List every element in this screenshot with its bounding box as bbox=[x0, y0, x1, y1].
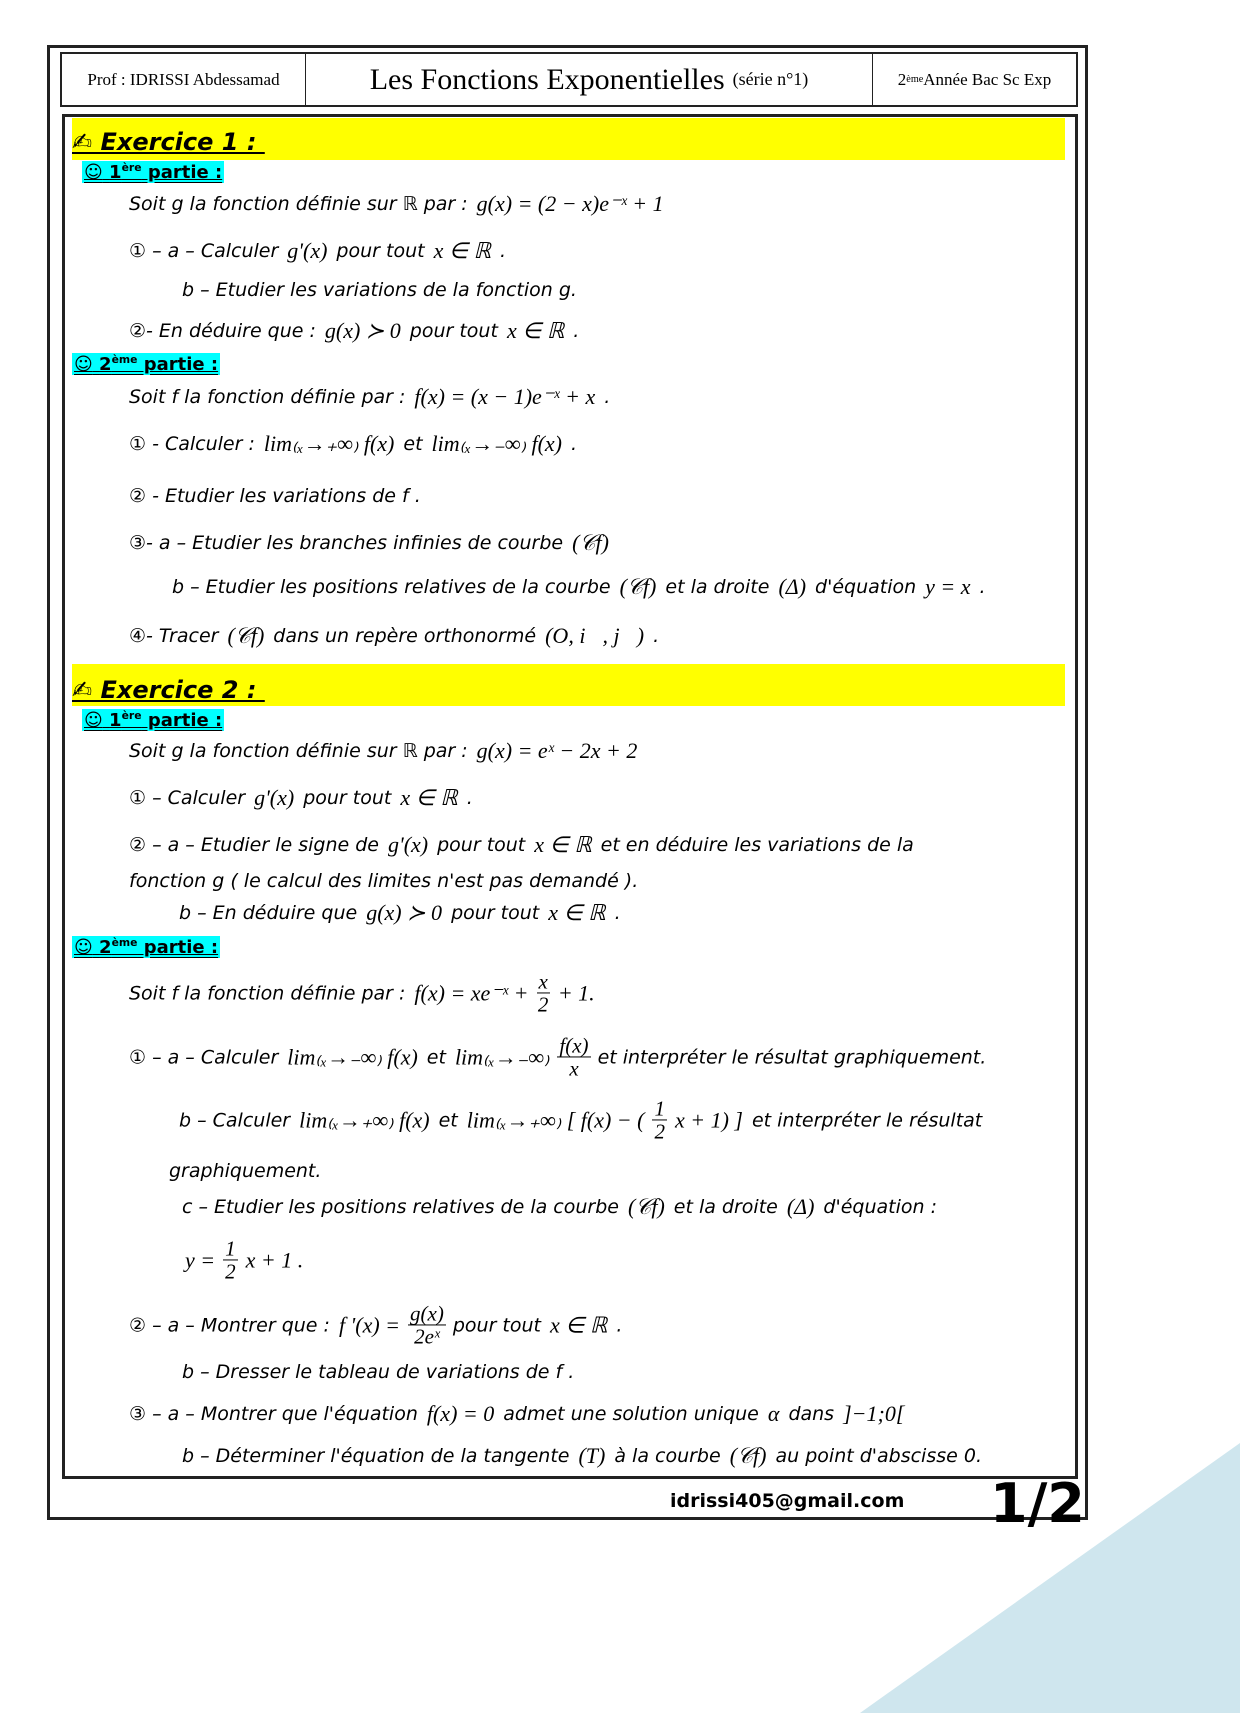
exercise-line bbox=[125, 870, 642, 892]
smiley-icon: ☺ bbox=[84, 162, 103, 183]
line-text: Soit g la fonction définie sur ℝ par : bbox=[129, 740, 468, 762]
math-expression: f '(x) = bbox=[338, 1312, 401, 1337]
math-expression: (T) bbox=[578, 1443, 606, 1468]
math-expression: (𝒞f) bbox=[227, 623, 265, 648]
math-expression: g'(x) bbox=[287, 238, 328, 263]
header-title bbox=[306, 54, 873, 105]
line-text: b – Etudier les variations de la fonction g. bbox=[182, 279, 577, 301]
part-num: 2 bbox=[99, 937, 112, 958]
line-text: à la courbe bbox=[614, 1445, 721, 1467]
author-email: idrissi405@gmail.com bbox=[670, 1490, 905, 1512]
line-text: admet une solution unique bbox=[503, 1403, 759, 1425]
fraction bbox=[557, 1034, 590, 1079]
line-text: ② – a – Montrer que : bbox=[129, 1314, 330, 1336]
line-text: . bbox=[573, 320, 580, 342]
line-text: . bbox=[466, 787, 473, 809]
math-expression: y = bbox=[185, 1247, 216, 1272]
numerator: 1 bbox=[654, 1096, 665, 1121]
exercise-line bbox=[125, 530, 614, 556]
exercise-line bbox=[178, 1443, 986, 1469]
line-text: . bbox=[614, 902, 621, 924]
exercise-line bbox=[125, 738, 642, 764]
exercise-line bbox=[125, 970, 600, 1015]
exercise-line bbox=[125, 1034, 990, 1079]
line-text: et interpréter le résultat bbox=[751, 1109, 983, 1131]
level-text: Année Bac Sc Exp bbox=[923, 69, 1052, 89]
exercise-1-title: ✍ Exercice 1 : bbox=[72, 128, 265, 156]
exercise-line bbox=[125, 623, 663, 649]
exercise-line bbox=[125, 1401, 909, 1427]
math-expression: x ∈ ℝ bbox=[433, 238, 491, 263]
math-expression: x + 1) ] bbox=[674, 1107, 743, 1132]
exercise-2-title: ✍ Exercice 2 : bbox=[72, 676, 265, 704]
exercise-line bbox=[178, 1194, 941, 1220]
line-text: . bbox=[979, 576, 986, 598]
math-expression: (𝒞f) bbox=[572, 530, 609, 555]
denominator: x bbox=[569, 1056, 579, 1081]
line-text: et la droite bbox=[665, 576, 770, 598]
exercise-line bbox=[125, 431, 581, 457]
denominator: 2eˣ bbox=[414, 1324, 440, 1349]
line-text: et la droite bbox=[673, 1196, 778, 1218]
line-text: ① – a – Calculer bbox=[129, 1046, 279, 1068]
math-expression: (Δ) bbox=[778, 574, 807, 599]
part-sup: ère bbox=[121, 709, 142, 722]
line-text: et bbox=[426, 1046, 446, 1068]
math-expression: f(x) = 0 bbox=[426, 1401, 495, 1426]
line-text: ① – a – Calculer bbox=[129, 240, 279, 262]
page-number: 1/2 bbox=[990, 1472, 1085, 1535]
part-label: partie : bbox=[137, 354, 219, 375]
header-author: Prof : IDRISSI Abdessamad bbox=[62, 54, 306, 105]
math-expression: (Δ) bbox=[786, 1194, 815, 1219]
math-expression: y = x bbox=[925, 574, 971, 599]
exercise-line bbox=[125, 485, 425, 507]
line-text: . bbox=[653, 625, 660, 647]
line-text: ① - Calculer : bbox=[129, 433, 255, 455]
exercise-line bbox=[168, 574, 990, 600]
math-expression: x + 1 . bbox=[245, 1247, 304, 1272]
line-text: dans un repère orthonormé bbox=[273, 625, 537, 647]
denominator: 2 bbox=[225, 1259, 236, 1284]
math-expression: g(x) ≻ 0 bbox=[324, 318, 401, 343]
part-sup: ème bbox=[111, 353, 138, 366]
part-label: partie : bbox=[137, 937, 219, 958]
math-expression: + 1. bbox=[557, 980, 595, 1005]
math-expression: g'(x) bbox=[387, 832, 429, 857]
line-text: Soit g la fonction définie sur ℝ par : bbox=[129, 193, 468, 215]
math-expression: lim₍ₓ→₊∞₎ f(x) bbox=[299, 1107, 430, 1132]
math-expression: x ∈ ℝ bbox=[506, 318, 565, 343]
math-expression: (𝒞f) bbox=[627, 1194, 665, 1219]
line-text: b – Etudier les positions relatives de la courbe bbox=[172, 576, 611, 598]
line-text: ②- En déduire que : bbox=[129, 320, 316, 342]
line-text: . bbox=[604, 386, 611, 408]
math-expression: x ∈ ℝ bbox=[400, 785, 458, 810]
ex1-part-1-heading bbox=[82, 161, 224, 183]
line-text: d'équation : bbox=[823, 1196, 937, 1218]
line-text: graphiquement. bbox=[169, 1160, 322, 1182]
line-text: pour tout bbox=[303, 787, 392, 809]
exercise-line bbox=[178, 1361, 578, 1383]
level-num: 2 bbox=[897, 69, 907, 89]
level-sup: ème bbox=[906, 74, 924, 85]
line-text: . bbox=[499, 240, 506, 262]
line-text: ② - Etudier les variations de f . bbox=[129, 485, 421, 507]
math-expression: f(x) = xe⁻ˣ + bbox=[414, 980, 529, 1005]
line-text: et bbox=[403, 433, 423, 455]
numerator: g(x) bbox=[410, 1301, 444, 1326]
numerator: 1 bbox=[225, 1236, 236, 1261]
header-level bbox=[873, 54, 1076, 105]
line-text: b – Dresser le tableau de variations de f . bbox=[182, 1361, 575, 1383]
ex2-part-1-heading bbox=[82, 709, 224, 731]
math-expression: x ∈ ℝ bbox=[548, 900, 606, 925]
ex1-part-2-heading bbox=[72, 353, 220, 375]
line-text: . bbox=[616, 1314, 623, 1336]
math-expression: lim₍ₓ→₋∞₎ f(x) bbox=[431, 431, 563, 456]
numerator: x bbox=[538, 969, 548, 994]
denominator: 2 bbox=[654, 1119, 665, 1144]
math-expression: lim₍ₓ→₊∞₎ [ f(x) − ( bbox=[466, 1107, 645, 1132]
line-text: au point d'abscisse 0. bbox=[775, 1445, 982, 1467]
line-text: pour tout bbox=[336, 240, 425, 262]
part-sup: ème bbox=[111, 936, 138, 949]
line-text: pour tout bbox=[437, 834, 526, 856]
math-expression: g'(x) bbox=[254, 785, 295, 810]
line-text: Soit f la fonction définie par : bbox=[129, 982, 406, 1004]
line-text: pour tout bbox=[451, 902, 540, 924]
math-expression: x ∈ ℝ bbox=[550, 1312, 608, 1337]
math-expression: (𝒞f) bbox=[619, 574, 657, 599]
exercise-line bbox=[175, 900, 625, 926]
fraction bbox=[537, 970, 550, 1015]
exercise-line bbox=[125, 785, 477, 811]
line-text: b – Calculer bbox=[179, 1109, 291, 1131]
header-table bbox=[60, 52, 1078, 107]
math-expression: ]−1;0[ bbox=[843, 1401, 905, 1426]
math-expression: α bbox=[767, 1401, 780, 1426]
serie-label: (série n°1) bbox=[732, 69, 809, 89]
math-expression: x ∈ ℝ bbox=[534, 832, 592, 857]
part-num: 1 bbox=[109, 162, 122, 183]
line-text: ② – a – Etudier le signe de bbox=[129, 834, 379, 856]
fraction bbox=[652, 1097, 667, 1142]
numerator: f(x) bbox=[559, 1033, 589, 1058]
line-text: et bbox=[438, 1109, 458, 1131]
math-expression: f(x) = (x − 1)e⁻ˣ + x bbox=[414, 384, 596, 409]
smiley-icon: ☺ bbox=[74, 354, 93, 375]
line-text: et interpréter le résultat graphiquement. bbox=[597, 1046, 987, 1068]
exercise-line bbox=[165, 1160, 325, 1182]
math-expression: g(x) = eˣ − 2x + 2 bbox=[476, 738, 638, 763]
denominator: 2 bbox=[537, 992, 549, 1017]
exercise-line bbox=[125, 1302, 626, 1347]
line-text: ③- a – Etudier les branches infinies de courbe bbox=[129, 532, 564, 554]
ex2-part-2-heading bbox=[72, 936, 220, 958]
math-expression: (O, i⃗, j⃗) bbox=[545, 623, 645, 648]
exercise-line bbox=[125, 384, 614, 410]
part-label: partie : bbox=[141, 162, 223, 183]
line-text: et en déduire les variations de la bbox=[600, 834, 914, 856]
line-text: . bbox=[571, 433, 578, 455]
exercise-line bbox=[125, 191, 669, 217]
line-text: b – En déduire que bbox=[179, 902, 358, 924]
math-expression: (𝒞f) bbox=[729, 1443, 767, 1468]
fraction bbox=[408, 1302, 446, 1347]
line-text: pour tout bbox=[452, 1314, 541, 1336]
exercise-line bbox=[125, 318, 583, 344]
part-num: 1 bbox=[109, 710, 122, 731]
line-text: d'équation bbox=[815, 576, 917, 598]
part-num: 2 bbox=[99, 354, 112, 375]
smiley-icon: ☺ bbox=[74, 937, 93, 958]
part-sup: ère bbox=[121, 161, 142, 174]
line-text: fonction g ( le calcul des limites n'est pas demandé ). bbox=[129, 870, 639, 892]
fraction bbox=[223, 1237, 238, 1282]
math-expression: lim₍ₓ→₊∞₎ f(x) bbox=[263, 431, 395, 456]
line-text: c – Etudier les positions relatives de la courbe bbox=[182, 1196, 619, 1218]
math-expression: lim₍ₓ→₋∞₎ bbox=[454, 1044, 550, 1069]
line-text: Soit f la fonction définie par : bbox=[129, 386, 406, 408]
line-text: ③ – a – Montrer que l'équation bbox=[129, 1403, 418, 1425]
exercise-line bbox=[180, 1237, 308, 1282]
exercise-line bbox=[125, 238, 510, 264]
exercise-line bbox=[175, 1097, 986, 1142]
line-text: b – Déterminer l'équation de la tangente bbox=[182, 1445, 570, 1467]
line-text: pour tout bbox=[409, 320, 498, 342]
line-text: dans bbox=[788, 1403, 835, 1425]
line-text: ① – Calculer bbox=[129, 787, 246, 809]
part-label: partie : bbox=[141, 710, 223, 731]
math-expression: g(x) ≻ 0 bbox=[366, 900, 443, 925]
math-expression: g(x) = (2 − x)e⁻ˣ + 1 bbox=[476, 191, 664, 216]
exercise-line bbox=[178, 279, 581, 301]
line-text: ④- Tracer bbox=[129, 625, 219, 647]
smiley-icon: ☺ bbox=[84, 710, 103, 731]
math-expression: lim₍ₓ→₋∞₎ f(x) bbox=[287, 1044, 418, 1069]
title-text: Les Fonctions Exponentielles bbox=[369, 62, 725, 96]
exercise-line bbox=[125, 832, 918, 858]
